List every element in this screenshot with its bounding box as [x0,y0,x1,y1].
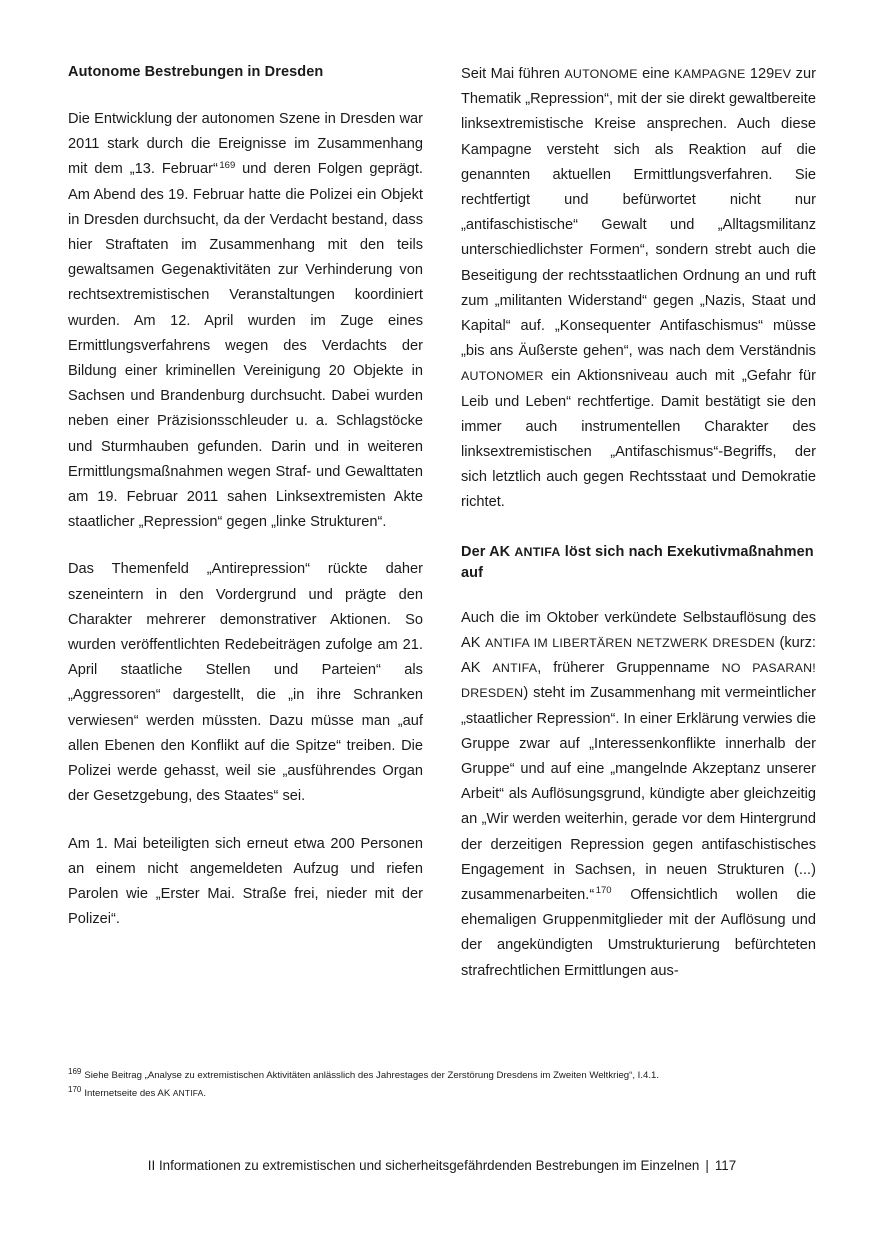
paragraph: Seit Mai führen AUTONOME eine KAMPAGNE 129EV zur Thematik „Repression“, mit der sie direkt gewaltbereite linksextremistische Kreise ansprechen. Auch diese Kampagne versteht sich als Reaktion auf die genannten aktuellen Ermittlungsverfahren. Sie rechtfertigt und befürwortet nicht nur „antifaschistische“ Gewalt und „Alltagsmilitanz unterschiedlichster Formen“, sondern strebt auch die Beseitigung der rechtsstaatlichen Ordnung an und ruft zum „militanten Widerstand“ gegen „Nazis, Staat und Kapital“ auf. „Konsequenter Antifaschismus“ müsse „bis ans Äußerste gehen“, was nach dem Verständnis AUTONOMER ein Aktionsniveau auch mit „Gefahr für Leib und Leben“ rechtfertige. Damit bestätigt sie den immer auch instrumentellen Charakter des linksextremistischen „Antifaschismus“-Begriffs, der sich letztlich auch gegen Rechtsstaat und Demokratie richtet. [461,66,816,511]
page-number: 117 [714,1158,737,1173]
footnote [68,1086,816,1101]
left-column [68,62,423,984]
footnote-text: Internetseite des AK ANTIFA. [84,1088,207,1099]
footnote [68,1068,816,1083]
section-heading-left: Autonome Bestrebungen in Dresden [68,64,324,80]
footnote-text: Siehe Beitrag „Analyse zu extremistischen Aktivitäten anlässlich des Jahrestages der Zerstörung Dresdens im Zweiten Weltkrieg“, I.4.1. [84,1070,660,1081]
paragraph: Das Themenfeld „Antirepression“ rückte daher szeneintern in den Vordergrund und prägte den Charakter mehrerer demonstrativer Aktionen. So wurden veröffentlichten Redebeiträgen zufolge am 21. April staatliche Stellen und Parteien“ als „Aggressoren“ dargestellt, die „in ihre Schranken verwiesen“ werden müssten. Dazu müsse man „auf allen Ebenen den Konflikt auf die Spitze“ treiben. Die Polizei werde gehasst, weil sie „ausführendes Organ der Gesetzgebung, des Staates“ sei. [68,561,423,805]
paragraph: Auch die im Oktober verkündete Selbstauflösung des AK ANTIFA IM LIBERTÄREN NETZWERK DRESDEN (kurz: AK ANTIFA, früherer Gruppenname NO PASARAN! DRESDEN) steht im Zusammenhang mit vermeintlicher „staatlicher Repression“. In einer Erklärung verwies die Gruppe zwar auf „Interessenkonflikte innerhalb der Gruppe“ und auf eine „mangelnde Akzeptanz unserer Arbeit“ als Auflösungsgrund, kündigte aber gleichzeitig an „Wir werden weiterhin, gerade vor dem Hintergrund der derzeitigen Repression gegen antifaschistisches Engagement in Sachsen, in neuen Strukturen (...) zusammenarbeiten.“ $^{170}$ Offensichtlich wollen die ehemaligen Gruppenmitglieder mit der Auflösung und der angekündigten Umstrukturierung befürchteten strafrechtlichen Ermittlungen aus- [461,609,817,979]
footer-title: II Informationen zu extremistischen und sicherheitsgefährdenden Bestrebungen im Einzelnen [147,1158,700,1173]
paragraph: Die Entwicklung der autonomen Szene in Dresden war 2011 stark durch die Ereignisse im Zusammenhang mit dem „13. Februar“ $^{169}$ und deren Folgen geprägt. Am Abend des 19. Februar hatte die Polizei ein Objekt in Dresden durchsucht, da der Verdacht bestand, dass hier Straftaten im Zusammenhang mit den teils gewaltsamen Gegenaktivitäten zur Verhinderung von rechtsextremistischen Veranstaltungen koordiniert wurden. Am 12. April wurden im Zuge eines Ermittlungsverfahrens wegen des Verdachts der Bildung einer kriminellen Vereinigung 20 Objekte in Sachsen und Brandenburg durchsucht. Dabei wurden neben einer Präzisionsschleuder u. a. Schlagstöcke und Sturmhauben gefunden. Darin und in weiteren Ermittlungsmaßnahmen wegen Straf- und Gewalttaten am 19. Februar 2011 sahen Linksextremisten Akte staatlicher „Repression“ gegen „linke Strukturen“. [68,111,423,531]
footer-separator: | [705,1158,709,1173]
footnote-number: 169 [68,1066,82,1076]
two-column-body [68,62,816,984]
section-heading-right: Der AK ANTIFA löst sich nach Exekutivmaßnahmen auf [461,543,814,581]
footnotes-block [68,1068,816,1104]
footnote-number: 170 [68,1084,82,1094]
right-column [461,62,816,984]
page-footer [68,1158,816,1173]
paragraph: Am 1. Mai beteiligten sich erneut etwa 200 Personen an einem nicht angemeldeten Aufzug und riefen Parolen wie „Erster Mai. Straße frei, nieder mit der Polizei“. [68,835,423,928]
